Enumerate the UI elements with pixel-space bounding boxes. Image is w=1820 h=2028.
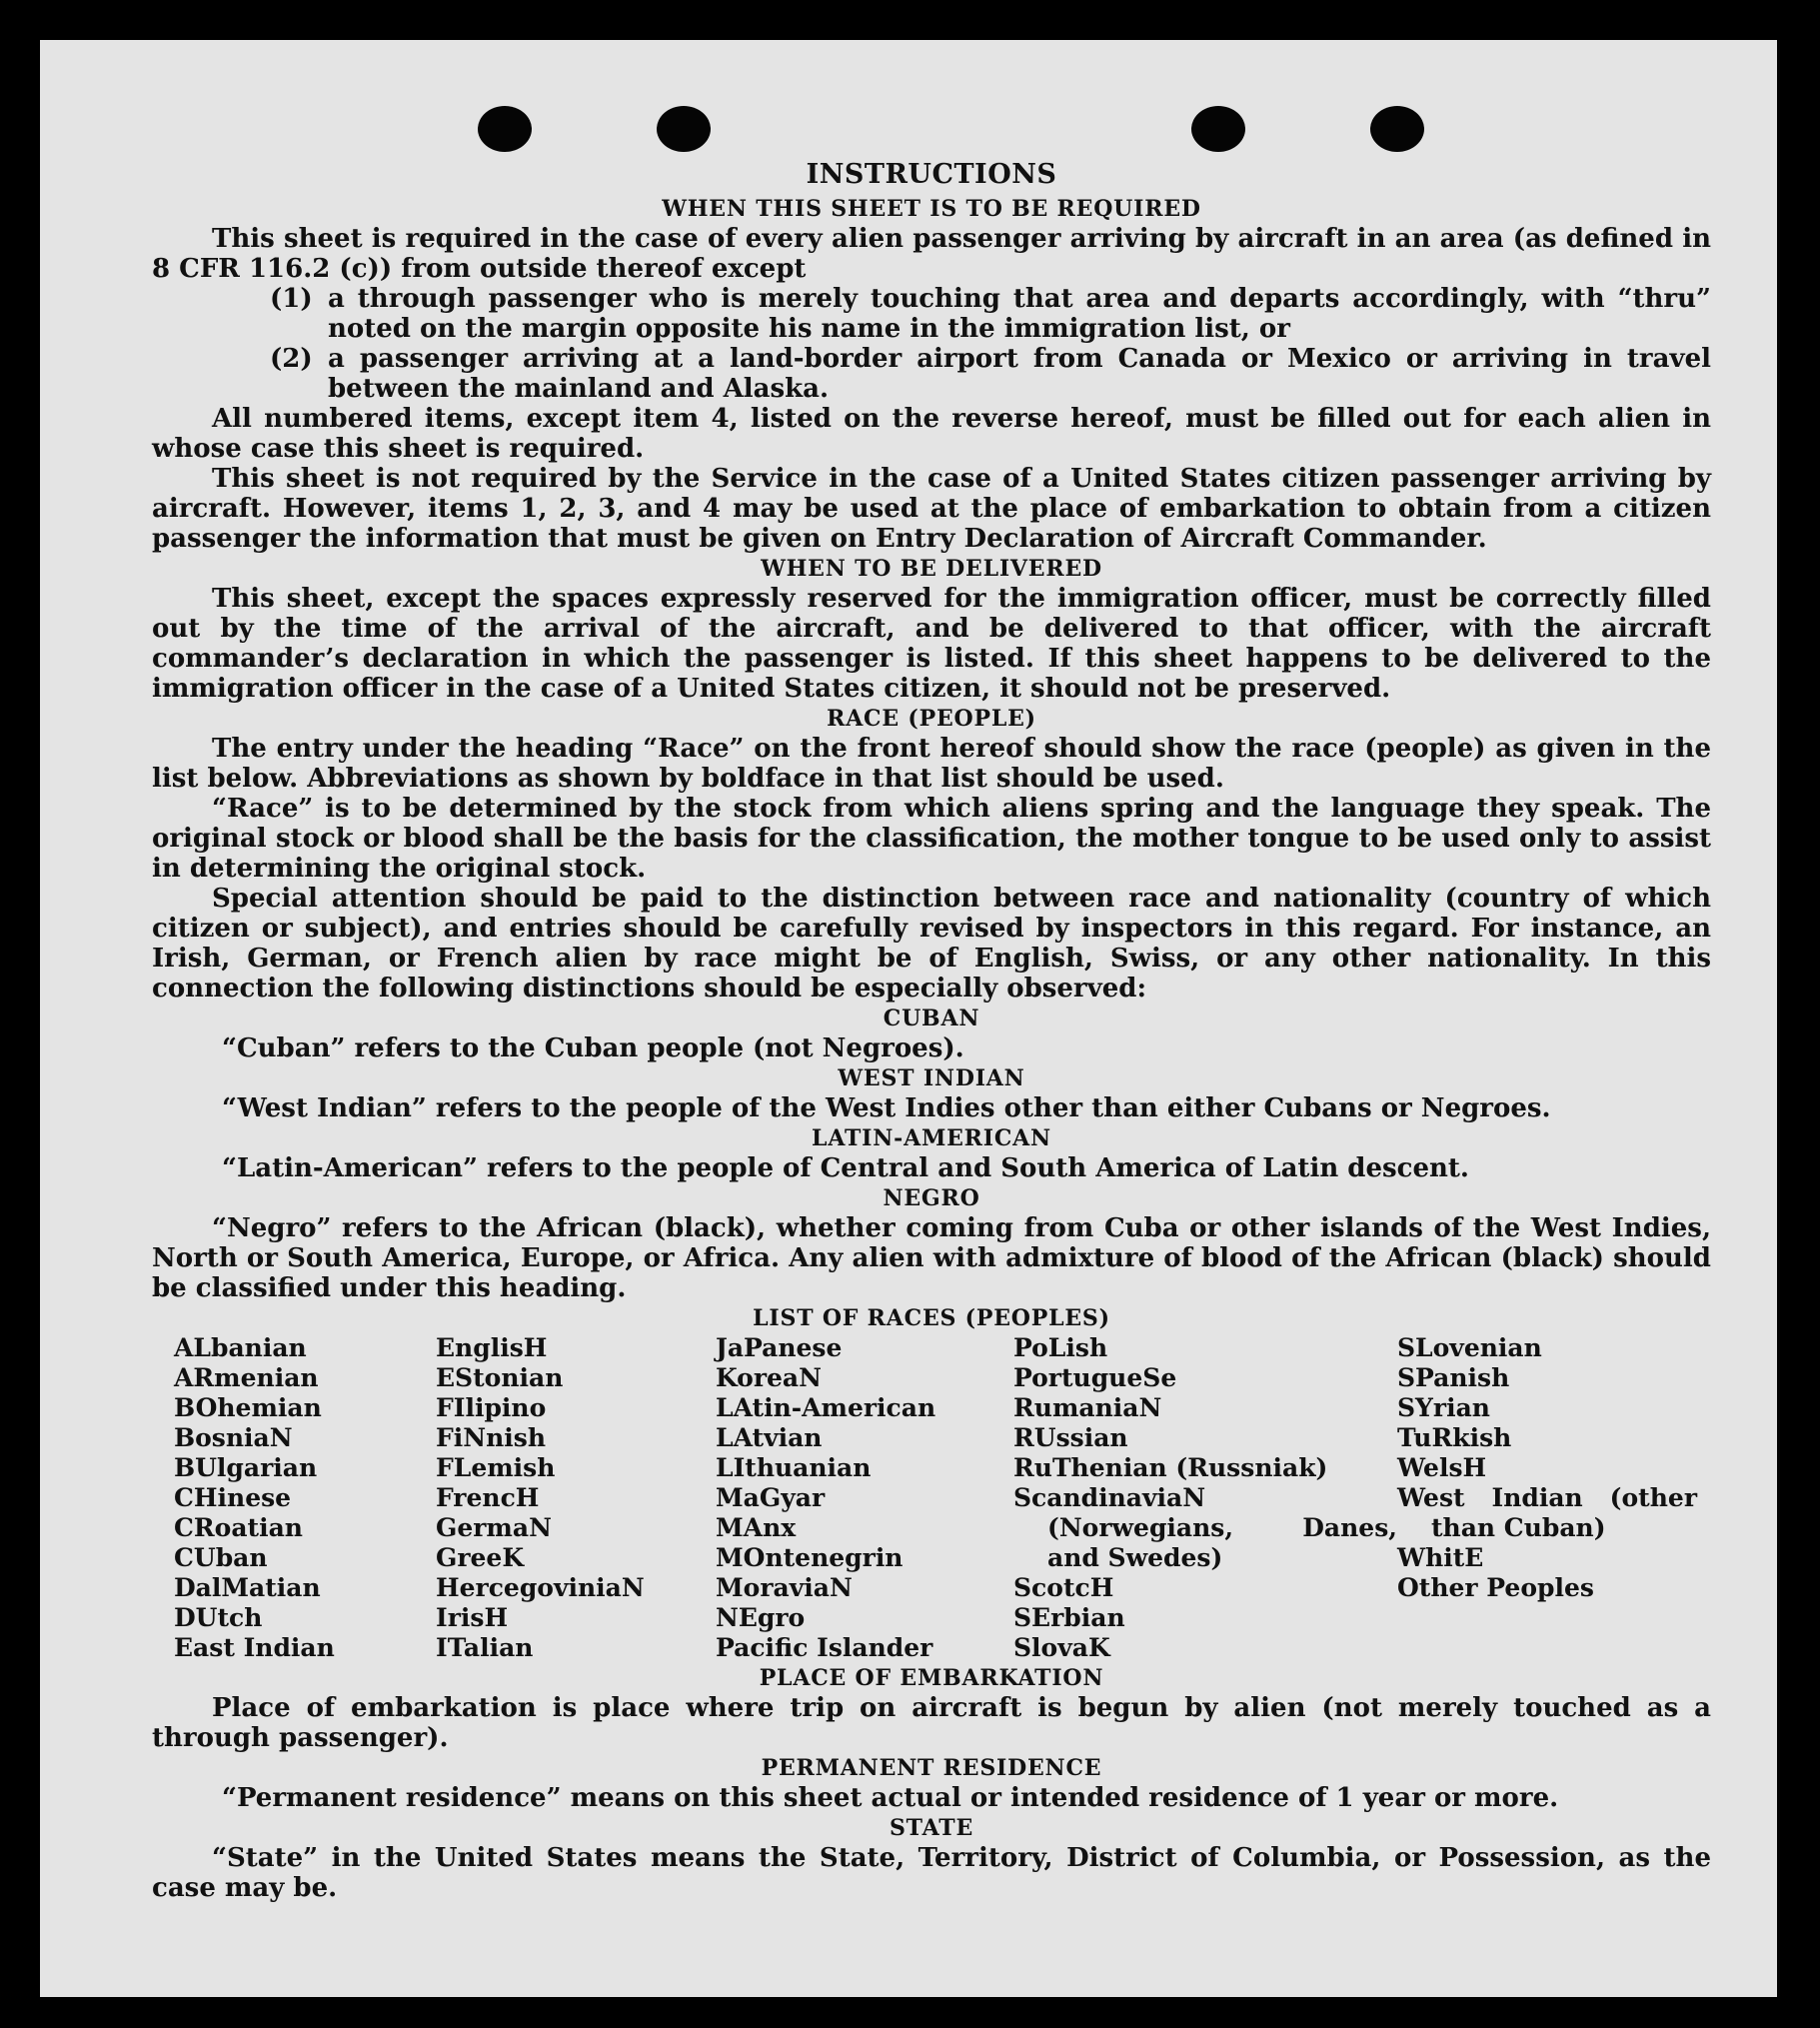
race-item: CRoatian (174, 1513, 303, 1542)
latin-american-text: “Latin-American” refers to the people of Central and South America of Latin descent. (222, 1153, 1469, 1183)
punch-hole (1191, 106, 1245, 152)
race-column (174, 1333, 436, 1663)
race-item: JaPanese (716, 1333, 843, 1362)
heading-negro: NEGRO (883, 1185, 980, 1211)
race-item: GreeK (436, 1543, 525, 1572)
race-item: RuThenian (Russniak) (1013, 1453, 1328, 1482)
heading-when-required: WHEN THIS SHEET IS TO BE REQUIRED (662, 196, 1201, 222)
punch-hole (657, 106, 711, 152)
race-item: LIthuanian (716, 1453, 872, 1482)
negro-text: “Negro” refers to the African (black), whether coming from Cuba or other islands of the West Indies, North or South America, Europe, or Africa. Any alien with admixture of blood of the African (black) should be classified under this heading. (152, 1213, 1711, 1303)
when-delivered-text: This sheet, except the spaces expressly reserved for the immigration officer, must be correctly filled out by the time of the arrival of the aircraft, and be delivered to that officer, with the aircraft commander’s declaration in which the passenger is listed. If this sheet happens to be delivered to the immigration officer in the case of a United States citizen, it should not be preserved. (152, 584, 1711, 704)
race-item: GermaN (436, 1513, 552, 1542)
race-item: MOntenegrin (716, 1543, 904, 1572)
race-item: DUtch (174, 1603, 263, 1632)
race-item: West Indian (other than Cuban) (1397, 1483, 1697, 1542)
exception-number: (1) (270, 284, 313, 314)
race-column (436, 1333, 716, 1663)
heading-west-indian: WEST INDIAN (838, 1065, 1025, 1091)
exception-item (152, 284, 1711, 344)
race-paragraph: “Race” is to be determined by the stock from which aliens spring and the language they speak. The original stock or blood shall be the basis for the classification, the mother tongue to be used only to assist in determining the original stock. (152, 794, 1711, 884)
race-item: PoLish (1013, 1333, 1108, 1362)
exception-item (152, 344, 1711, 404)
race-item: ITalian (436, 1633, 534, 1662)
race-item: LAtin-American (716, 1393, 936, 1422)
race-item: SPanish (1397, 1363, 1510, 1392)
cuban-text: “Cuban” refers to the Cuban people (not Negroes). (222, 1033, 964, 1063)
race-item: Other Peoples (1397, 1573, 1594, 1602)
race-item: Pacific Islander (716, 1633, 933, 1662)
heading-cuban: CUBAN (883, 1006, 980, 1031)
heading-list-of-races: LIST OF RACES (PEOPLES) (753, 1305, 1110, 1331)
race-item: TuRkish (1397, 1423, 1512, 1452)
race-column (716, 1333, 1013, 1663)
race-item: SLovenian (1397, 1333, 1542, 1362)
race-item: EStonian (436, 1363, 564, 1392)
race-item: FIlipino (436, 1393, 547, 1422)
exception-text: a through passenger who is merely touching that area and departs accordingly, with “thru” noted on the margin opposite his name in the immigration list, or (328, 284, 1711, 344)
when-required-intro: This sheet is required in the case of every alien passenger arriving by aircraft in an area (as defined in 8 CFR 116.2 (c)) from outside thereof except (152, 224, 1711, 284)
heading-embarkation: PLACE OF EMBARKATION (759, 1665, 1104, 1691)
races-list (174, 1333, 1711, 1663)
race-item: BOhemian (174, 1393, 322, 1422)
race-item: DalMatian (174, 1573, 321, 1602)
race-item: MaGyar (716, 1483, 826, 1512)
race-item: BosniaN (174, 1423, 293, 1452)
race-item: LAtvian (716, 1423, 823, 1452)
west-indian-text: “West Indian” refers to the people of the West Indies other than either Cubans or Negroes. (222, 1093, 1551, 1123)
race-item: WhitE (1397, 1543, 1484, 1572)
race-item: BUlgarian (174, 1453, 318, 1482)
race-item: EnglisH (436, 1333, 548, 1362)
citizen-note: This sheet is not required by the Service in the case of a United States citizen passenger arriving by aircraft. However, items 1, 2, 3, and 4 may be used at the place of embarkation to obtain from a citizen passenger the information that must be given on Entry Declaration of Aircraft Commander. (152, 464, 1711, 554)
document-sheet (40, 40, 1777, 1997)
exception-number: (2) (270, 344, 313, 374)
race-paragraph: Special attention should be paid to the distinction between race and nationality (country of which citizen or subject), and entries should be carefully revised by inspectors in this regard. For instance, an Irish, German, or French alien by race might be of English, Swiss, or any other nationality. In this connection the following distinctions should be especially observed: (152, 884, 1711, 1004)
race-item: ScandinaviaN (Norwegians, Danes, and Swedes) (1013, 1483, 1397, 1572)
punch-hole (1370, 106, 1424, 152)
numbered-items-note: All numbered items, except item 4, listed on the reverse hereof, must be filled out for each alien in whose case this sheet is required. (152, 404, 1711, 464)
race-item: IrisH (436, 1603, 509, 1632)
heading-state: STATE (889, 1815, 974, 1841)
race-item: WelsH (1397, 1453, 1487, 1482)
race-item: RUssian (1013, 1423, 1128, 1452)
race-item: ScotcH (1013, 1573, 1114, 1602)
race-item: SlovaK (1013, 1633, 1110, 1662)
embarkation-text: Place of embarkation is place where trip on aircraft is begun by alien (not merely touched as a through passenger). (152, 1693, 1711, 1753)
race-item: MAnx (716, 1513, 797, 1542)
punch-hole (478, 106, 532, 152)
state-text: “State” in the United States means the State, Territory, District of Columbia, or Possession, as the case may be. (152, 1843, 1711, 1903)
instructions-body (152, 158, 1711, 1903)
race-item: ARmenian (174, 1363, 319, 1392)
race-item: MoraviaN (716, 1573, 853, 1602)
race-item: KoreaN (716, 1363, 822, 1392)
race-item: SYrian (1397, 1393, 1490, 1422)
race-item: FLemish (436, 1453, 556, 1482)
race-item: SErbian (1013, 1603, 1125, 1632)
residence-text: “Permanent residence” means on this sheet actual or intended residence of 1 year or more. (222, 1783, 1559, 1813)
race-column (1013, 1333, 1397, 1663)
heading-permanent-residence: PERMANENT RESIDENCE (761, 1755, 1102, 1781)
heading-race: RACE (PEOPLE) (827, 706, 1036, 732)
race-item: RumaniaN (1013, 1393, 1162, 1422)
race-item: NEgro (716, 1603, 806, 1632)
page-title: INSTRUCTIONS (806, 159, 1057, 190)
race-item: PortugueSe (1013, 1363, 1177, 1392)
race-item: FiNnish (436, 1423, 547, 1452)
race-item: CHinese (174, 1483, 292, 1512)
race-column (1397, 1333, 1697, 1663)
race-item: HercegoviniaN (436, 1573, 645, 1602)
exception-text: a passenger arriving at a land-border airport from Canada or Mexico or arriving in travel between the mainland and Alaska. (328, 344, 1711, 404)
race-paragraph: The entry under the heading “Race” on the front hereof should show the race (people) as given in the list below. Abbreviations as shown by boldface in that list should be used. (152, 734, 1711, 794)
race-item: CUban (174, 1543, 268, 1572)
race-item: East Indian (174, 1633, 335, 1662)
race-item: ALbanian (174, 1333, 307, 1362)
heading-latin-american: LATIN-AMERICAN (812, 1125, 1051, 1151)
heading-when-delivered: WHEN TO BE DELIVERED (761, 556, 1102, 582)
race-item: FrencH (436, 1483, 540, 1512)
